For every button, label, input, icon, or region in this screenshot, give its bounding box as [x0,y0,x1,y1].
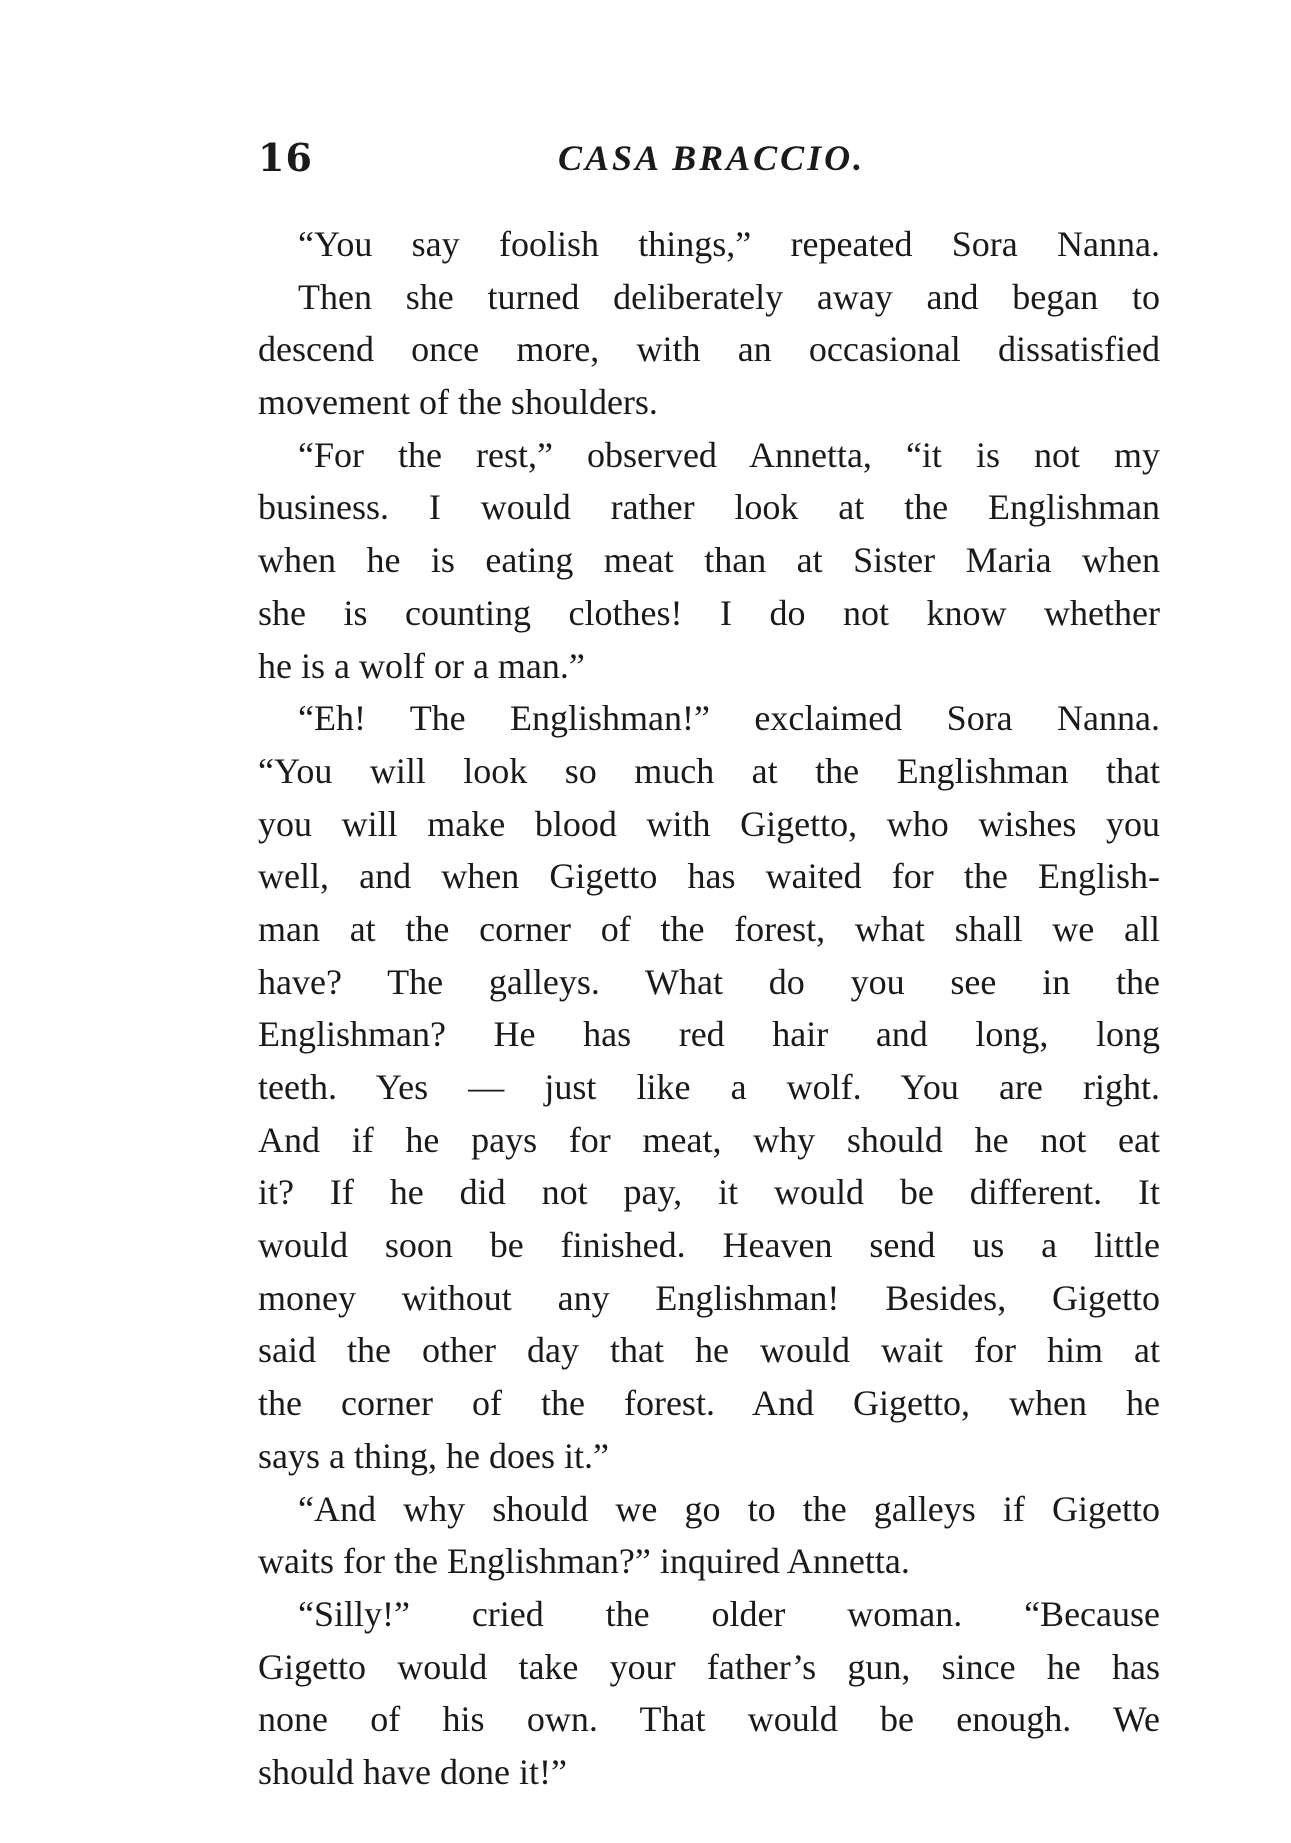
page-number: 16 [258,135,313,180]
text-line: well, and when Gigetto has waited for the English- [258,856,1160,897]
text-line: “You will look so much at the Englishman that [258,750,1160,791]
text-line: And if he pays for meat, why should he not eat [258,1119,1160,1160]
text-line: money without any Englishman! Besides, Gigetto [258,1277,1160,1318]
text-line: she is counting clothes! I do not know whether [258,592,1160,633]
text-line: “And why should we go to the galleys if Gigetto [298,1488,1160,1529]
text-line: the corner of the forest. And Gigetto, when he [258,1383,1160,1424]
text-line: when he is eating meat than at Sister Maria when [258,540,1160,581]
text-line: man at the corner of the forest, what shall we all [258,908,1160,949]
text-line: he is a wolf or a man.” [258,645,585,686]
running-title: CASA BRACCIO. [558,138,866,178]
page-header [258,128,1158,188]
text-line: you will make blood with Gigetto, who wishes you [258,803,1160,844]
text-line: said the other day that he would wait for him at [258,1330,1160,1371]
text-line: have? The galleys. What do you see in the [258,961,1160,1002]
text-line: “For the rest,” observed Annetta, “it is not my [298,434,1160,475]
body-text [258,218,1160,1799]
text-line: movement of the shoulders. [258,382,658,423]
text-line: Then she turned deliberately away and began to [298,276,1160,317]
text-line: teeth. Yes — just like a wolf. You are right. [258,1067,1160,1107]
text-line: “Eh! The Englishman!” exclaimed Sora Nanna. [298,698,1160,739]
text-line: “You say foolish things,” repeated Sora Nanna. [298,224,1160,264]
text-line: business. I would rather look at the Englishman [258,487,1160,528]
text-line: descend once more, with an occasional dissatisfied [258,329,1160,370]
text-line: none of his own. That would be enough. We [258,1699,1160,1740]
text-line: should have done it!” [258,1751,567,1792]
text-line: Englishman? He has red hair and long, long [258,1014,1160,1055]
text-line: would soon be finished. Heaven send us a little [258,1225,1160,1266]
text-line: “Silly!” cried the older woman. “Because [298,1593,1160,1634]
text-line: it? If he did not pay, it would be different. It [258,1172,1160,1213]
text-line: waits for the Englishman?” inquired Annetta. [258,1541,910,1582]
text-line: Gigetto would take your father’s gun, since he has [258,1646,1160,1687]
text-line: says a thing, he does it.” [258,1435,609,1476]
